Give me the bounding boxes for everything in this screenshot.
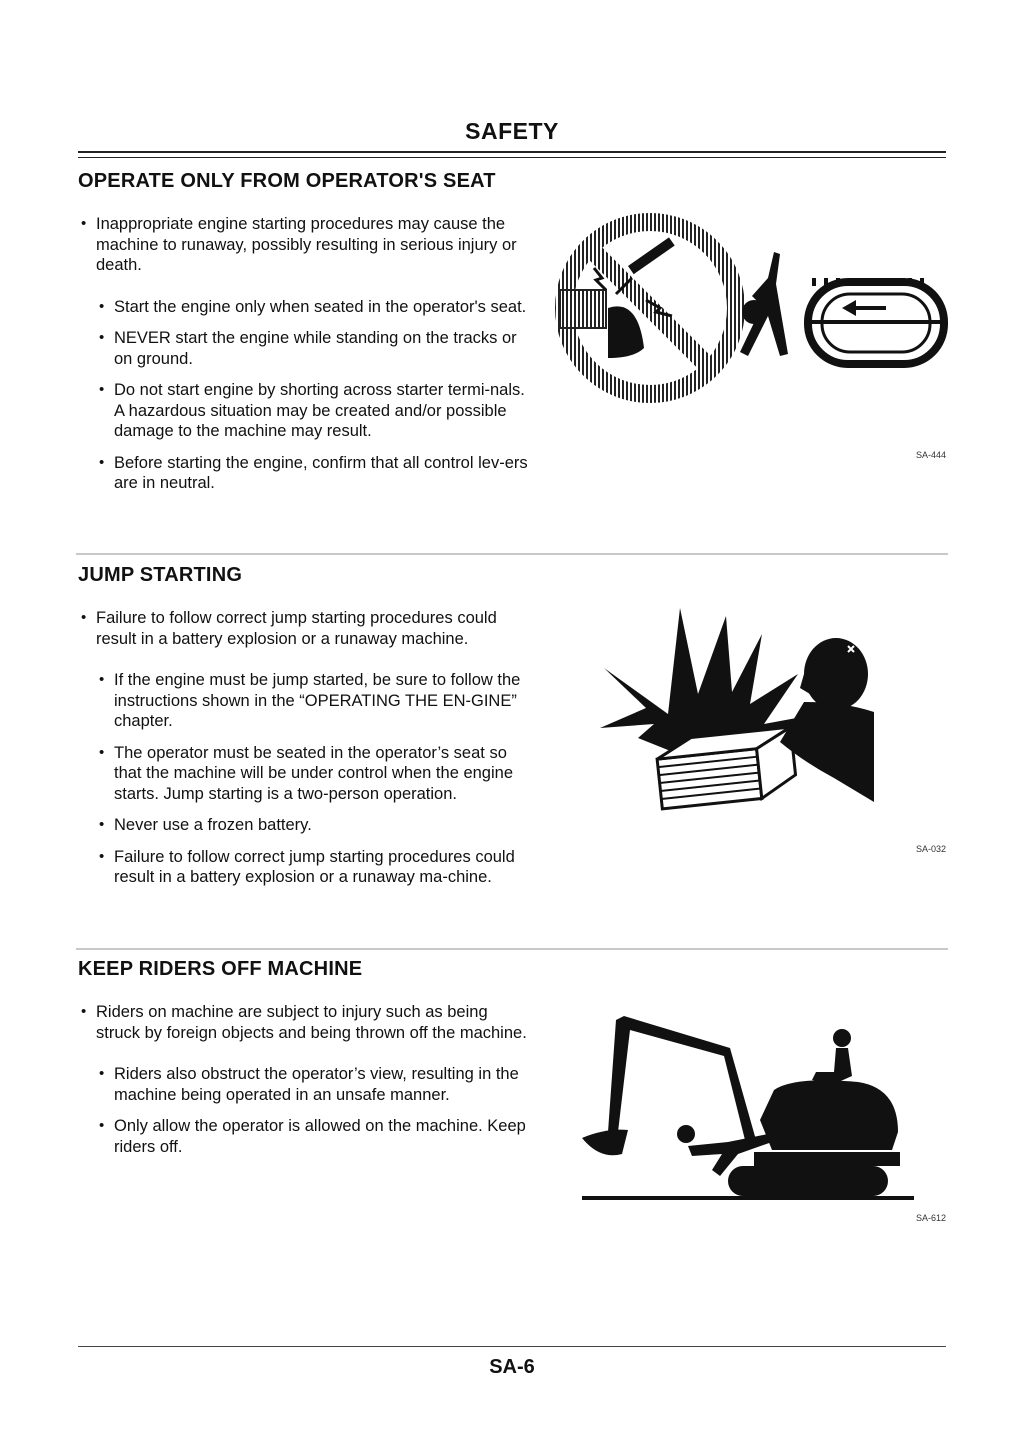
- figure-code: SA-032: [915, 844, 946, 854]
- intro-bullet: • Riders on machine are subject to injury such as being struck by foreign objects and being thrown off the machine.: [78, 1002, 530, 1043]
- section-text: [78, 214, 530, 505]
- page-title: SAFETY: [465, 118, 559, 144]
- battery-explosion-icon: [598, 604, 878, 826]
- title-rule: [78, 151, 946, 158]
- figure-code: SA-612: [915, 1213, 946, 1223]
- footer-rule: [78, 1346, 946, 1347]
- list-item: • Do not start engine by shorting across starter termi-nals. A hazardous situation may be created and/or possible damage to the machine may result.: [78, 380, 530, 442]
- list-item: • Before starting the engine, confirm that all control lev-ers are in neutral.: [78, 453, 530, 494]
- list-item: • Never use a frozen battery.: [78, 815, 530, 836]
- sub-bullet-list: [78, 1064, 530, 1157]
- list-item: • Failure to follow correct jump starting procedures could result in a battery explosion or a runaway ma-chine.: [78, 847, 530, 888]
- intro-bullet: • Inappropriate engine starting procedures may cause the machine to runaway, possibly resulting in serious injury or death.: [78, 214, 530, 276]
- excavator-rider-icon: [578, 1012, 918, 1202]
- sub-bullet-list: [78, 297, 530, 494]
- section-divider: [76, 948, 948, 950]
- section-heading: KEEP RIDERS OFF MACHINE: [78, 958, 363, 980]
- section-divider: [76, 553, 948, 555]
- section-keep-riders-off: [78, 958, 948, 1228]
- page-number: SA-6: [489, 1356, 535, 1378]
- list-item: • NEVER start the engine while standing on the tracks or on ground.: [78, 328, 530, 369]
- list-item: • If the engine must be jump started, be sure to follow the instructions shown in the “OPERATING THE EN-GINE” chapter.: [78, 670, 530, 732]
- section-heading: OPERATE ONLY FROM OPERATOR'S SEAT: [78, 170, 496, 192]
- section-text: [78, 608, 530, 899]
- sub-bullet-list: [78, 670, 530, 888]
- list-item: • Start the engine only when seated in the operator's seat.: [78, 297, 530, 318]
- figure-code: SA-444: [915, 450, 946, 460]
- list-item: • Riders also obstruct the operator’s view, resulting in the machine being operated in an unsafe manner.: [78, 1064, 530, 1105]
- section-heading: JUMP STARTING: [78, 564, 243, 586]
- list-item: • The operator must be seated in the operator’s seat so that the machine will be under control when the engine starts. Jump starting is a two-person operation.: [78, 743, 530, 805]
- section-jump-starting: [78, 564, 948, 934]
- section-operate-from-seat: [78, 170, 948, 540]
- list-item: • Only allow the operator is allowed on the machine. Keep riders off.: [78, 1116, 530, 1157]
- section-text: [78, 1002, 530, 1168]
- no-shorting-starter-icon: [546, 208, 948, 420]
- intro-bullet: • Failure to follow correct jump starting procedures could result in a battery explosion or a runaway machine.: [78, 608, 530, 649]
